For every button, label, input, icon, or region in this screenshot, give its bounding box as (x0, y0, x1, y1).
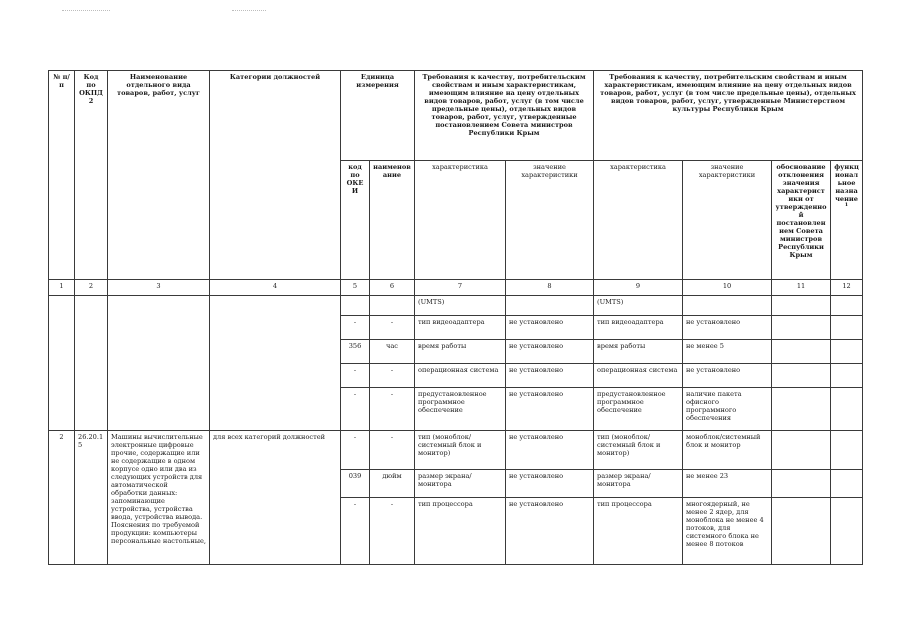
document-sheet (48, 70, 862, 565)
column-number: 1 (49, 280, 75, 296)
cell-function (831, 364, 863, 388)
cell-value-1: не установлено (506, 340, 594, 364)
header-sub-unit-name: наименование (370, 161, 415, 280)
cell-value-2: моноблок/системный блок и монитор (683, 431, 772, 470)
cell-value-1: не установлено (506, 316, 594, 340)
cell-no: 2 (49, 431, 75, 565)
column-number-row (49, 280, 863, 296)
cell-okei: 039 (341, 470, 370, 498)
cell-unit: - (370, 364, 415, 388)
cell-char-1: тип (моноблок/системный блок и монитор) (415, 431, 506, 470)
cell-unit: - (370, 388, 415, 431)
cell-okei: 356 (341, 340, 370, 364)
table-row (49, 296, 863, 316)
cell-justification (772, 431, 831, 470)
cell-function (831, 388, 863, 431)
header-col-okpd2: Код по ОКПД2 (75, 71, 108, 280)
cell-value-1: не установлено (506, 498, 594, 565)
cell-value-2: многоядерный, не менее 2 ядер, для моноблока не менее 4 потоков, для системного блока не менее 8 потоков (683, 498, 772, 565)
cell-justification (772, 498, 831, 565)
cell-char-2: тип процессора (594, 498, 683, 565)
cell-unit (370, 296, 415, 316)
cell-unit: - (370, 498, 415, 565)
cell-justification (772, 340, 831, 364)
cell-char-1: тип процессора (415, 498, 506, 565)
column-number: 6 (370, 280, 415, 296)
cell-value-1: не установлено (506, 364, 594, 388)
cell-char-1: тип видеоадаптера (415, 316, 506, 340)
cell-value-2: наличие пакета офисного программного обеспечения (683, 388, 772, 431)
cell-value-2 (683, 296, 772, 316)
header-sub-char-2: характеристика (594, 161, 683, 280)
cell-justification (772, 470, 831, 498)
cell-char-2: размер экрана/монитора (594, 470, 683, 498)
cell-unit: - (370, 431, 415, 470)
cell-justification (772, 296, 831, 316)
header-col-name: Наименование отдельного вида товаров, работ, услуг (108, 71, 210, 280)
cell-function (831, 431, 863, 470)
header-sub-value-1: значение характеристики (506, 161, 594, 280)
header-sub-justification: обоснование отклонения значения характеристики от утвержденной постановлением Совета министров Республики Крым (772, 161, 831, 280)
column-number: 8 (506, 280, 594, 296)
cell-char-1: (UMTS) (415, 296, 506, 316)
cell-name (108, 296, 210, 431)
cell-char-1: время работы (415, 340, 506, 364)
header-sub-value-2: значение характеристики (683, 161, 772, 280)
header-col-req-ministry: Требования к качеству, потребительским свойствам и иным характеристикам, имеющим влияние на цену отдельных видов товаров, работ, услуг (в том числе предельные цены), отдельных видов товаров, работ, услуг, утвержденные Министерством культуры Республики Крым (594, 71, 863, 161)
column-number: 3 (108, 280, 210, 296)
cell-justification (772, 364, 831, 388)
cell-char-2: тип видеоадаптера (594, 316, 683, 340)
header-row-1 (49, 71, 863, 161)
header-sub-okei: код по ОКЕИ (341, 161, 370, 280)
cell-justification (772, 388, 831, 431)
cell-value-2: не установлено (683, 364, 772, 388)
cell-okei: - (341, 388, 370, 431)
cell-char-1: размер экрана/монитора (415, 470, 506, 498)
cell-value-1: не установлено (506, 470, 594, 498)
cell-char-1: операционная система (415, 364, 506, 388)
cell-no (49, 296, 75, 431)
requirements-table (48, 70, 863, 565)
cell-char-2: (UMTS) (594, 296, 683, 316)
column-number: 4 (210, 280, 341, 296)
cell-justification (772, 316, 831, 340)
cell-okei: - (341, 498, 370, 565)
cell-value-1 (506, 296, 594, 316)
cell-function (831, 316, 863, 340)
cell-okei: - (341, 431, 370, 470)
cell-name: Машины вычислительные электронные цифровые прочие, содержащие или не содержащие в одном корпусе одно или два из следующих устройств для автоматической обработки данных: запоминающие устройства, устройства ввода, устройства вывода. Пояснения по требуемой продукции: компьютеры персональные настольные, (108, 431, 210, 565)
cell-unit: час (370, 340, 415, 364)
cell-okei: - (341, 364, 370, 388)
scan-artifact-right (232, 10, 266, 12)
header-sub-char-1: характеристика (415, 161, 506, 280)
header-col-category: Категории должностей (210, 71, 341, 280)
cell-unit: дюйм (370, 470, 415, 498)
cell-okpd2: 26.20.15 (75, 431, 108, 565)
cell-unit: - (370, 316, 415, 340)
cell-okei: - (341, 316, 370, 340)
table-row (49, 431, 863, 470)
column-number: 7 (415, 280, 506, 296)
column-number: 2 (75, 280, 108, 296)
header-col-no: № п/п (49, 71, 75, 280)
cell-value-2: не установлено (683, 316, 772, 340)
cell-function (831, 498, 863, 565)
cell-char-2: тип (моноблок/системный блок и монитор) (594, 431, 683, 470)
cell-function (831, 296, 863, 316)
cell-value-1: не установлено (506, 388, 594, 431)
header-col-req-council: Требования к качеству, потребительским свойствам и иным характеристикам, имеющим влияние на цену отдельных видов товаров, работ, услуг (в том числе предельные цены), отдельных видов товаров, работ, услуг, утвержденные постановлением Совета министров Республики Крым (415, 71, 594, 161)
column-number: 9 (594, 280, 683, 296)
cell-value-2: не менее 23 (683, 470, 772, 498)
cell-category (210, 296, 341, 431)
header-col-unit: Единица измерения (341, 71, 415, 161)
column-number: 10 (683, 280, 772, 296)
cell-okpd2 (75, 296, 108, 431)
cell-okei (341, 296, 370, 316)
cell-category: для всех категорий должностей (210, 431, 341, 565)
cell-char-1: предустановленное программное обеспечение (415, 388, 506, 431)
cell-char-2: время работы (594, 340, 683, 364)
cell-value-2: не менее 5 (683, 340, 772, 364)
column-number: 12 (831, 280, 863, 296)
header-sub-function (831, 161, 863, 280)
column-number: 5 (341, 280, 370, 296)
cell-value-1: не установлено (506, 431, 594, 470)
cell-function (831, 340, 863, 364)
column-number: 11 (772, 280, 831, 296)
cell-function (831, 470, 863, 498)
header-sub-function-text: функциональное назначение (834, 163, 859, 203)
scan-artifact-left (62, 10, 110, 12)
footnote-mark: 1 (844, 201, 849, 208)
cell-char-2: предустановленное программное обеспечение (594, 388, 683, 431)
cell-char-2: операционная система (594, 364, 683, 388)
